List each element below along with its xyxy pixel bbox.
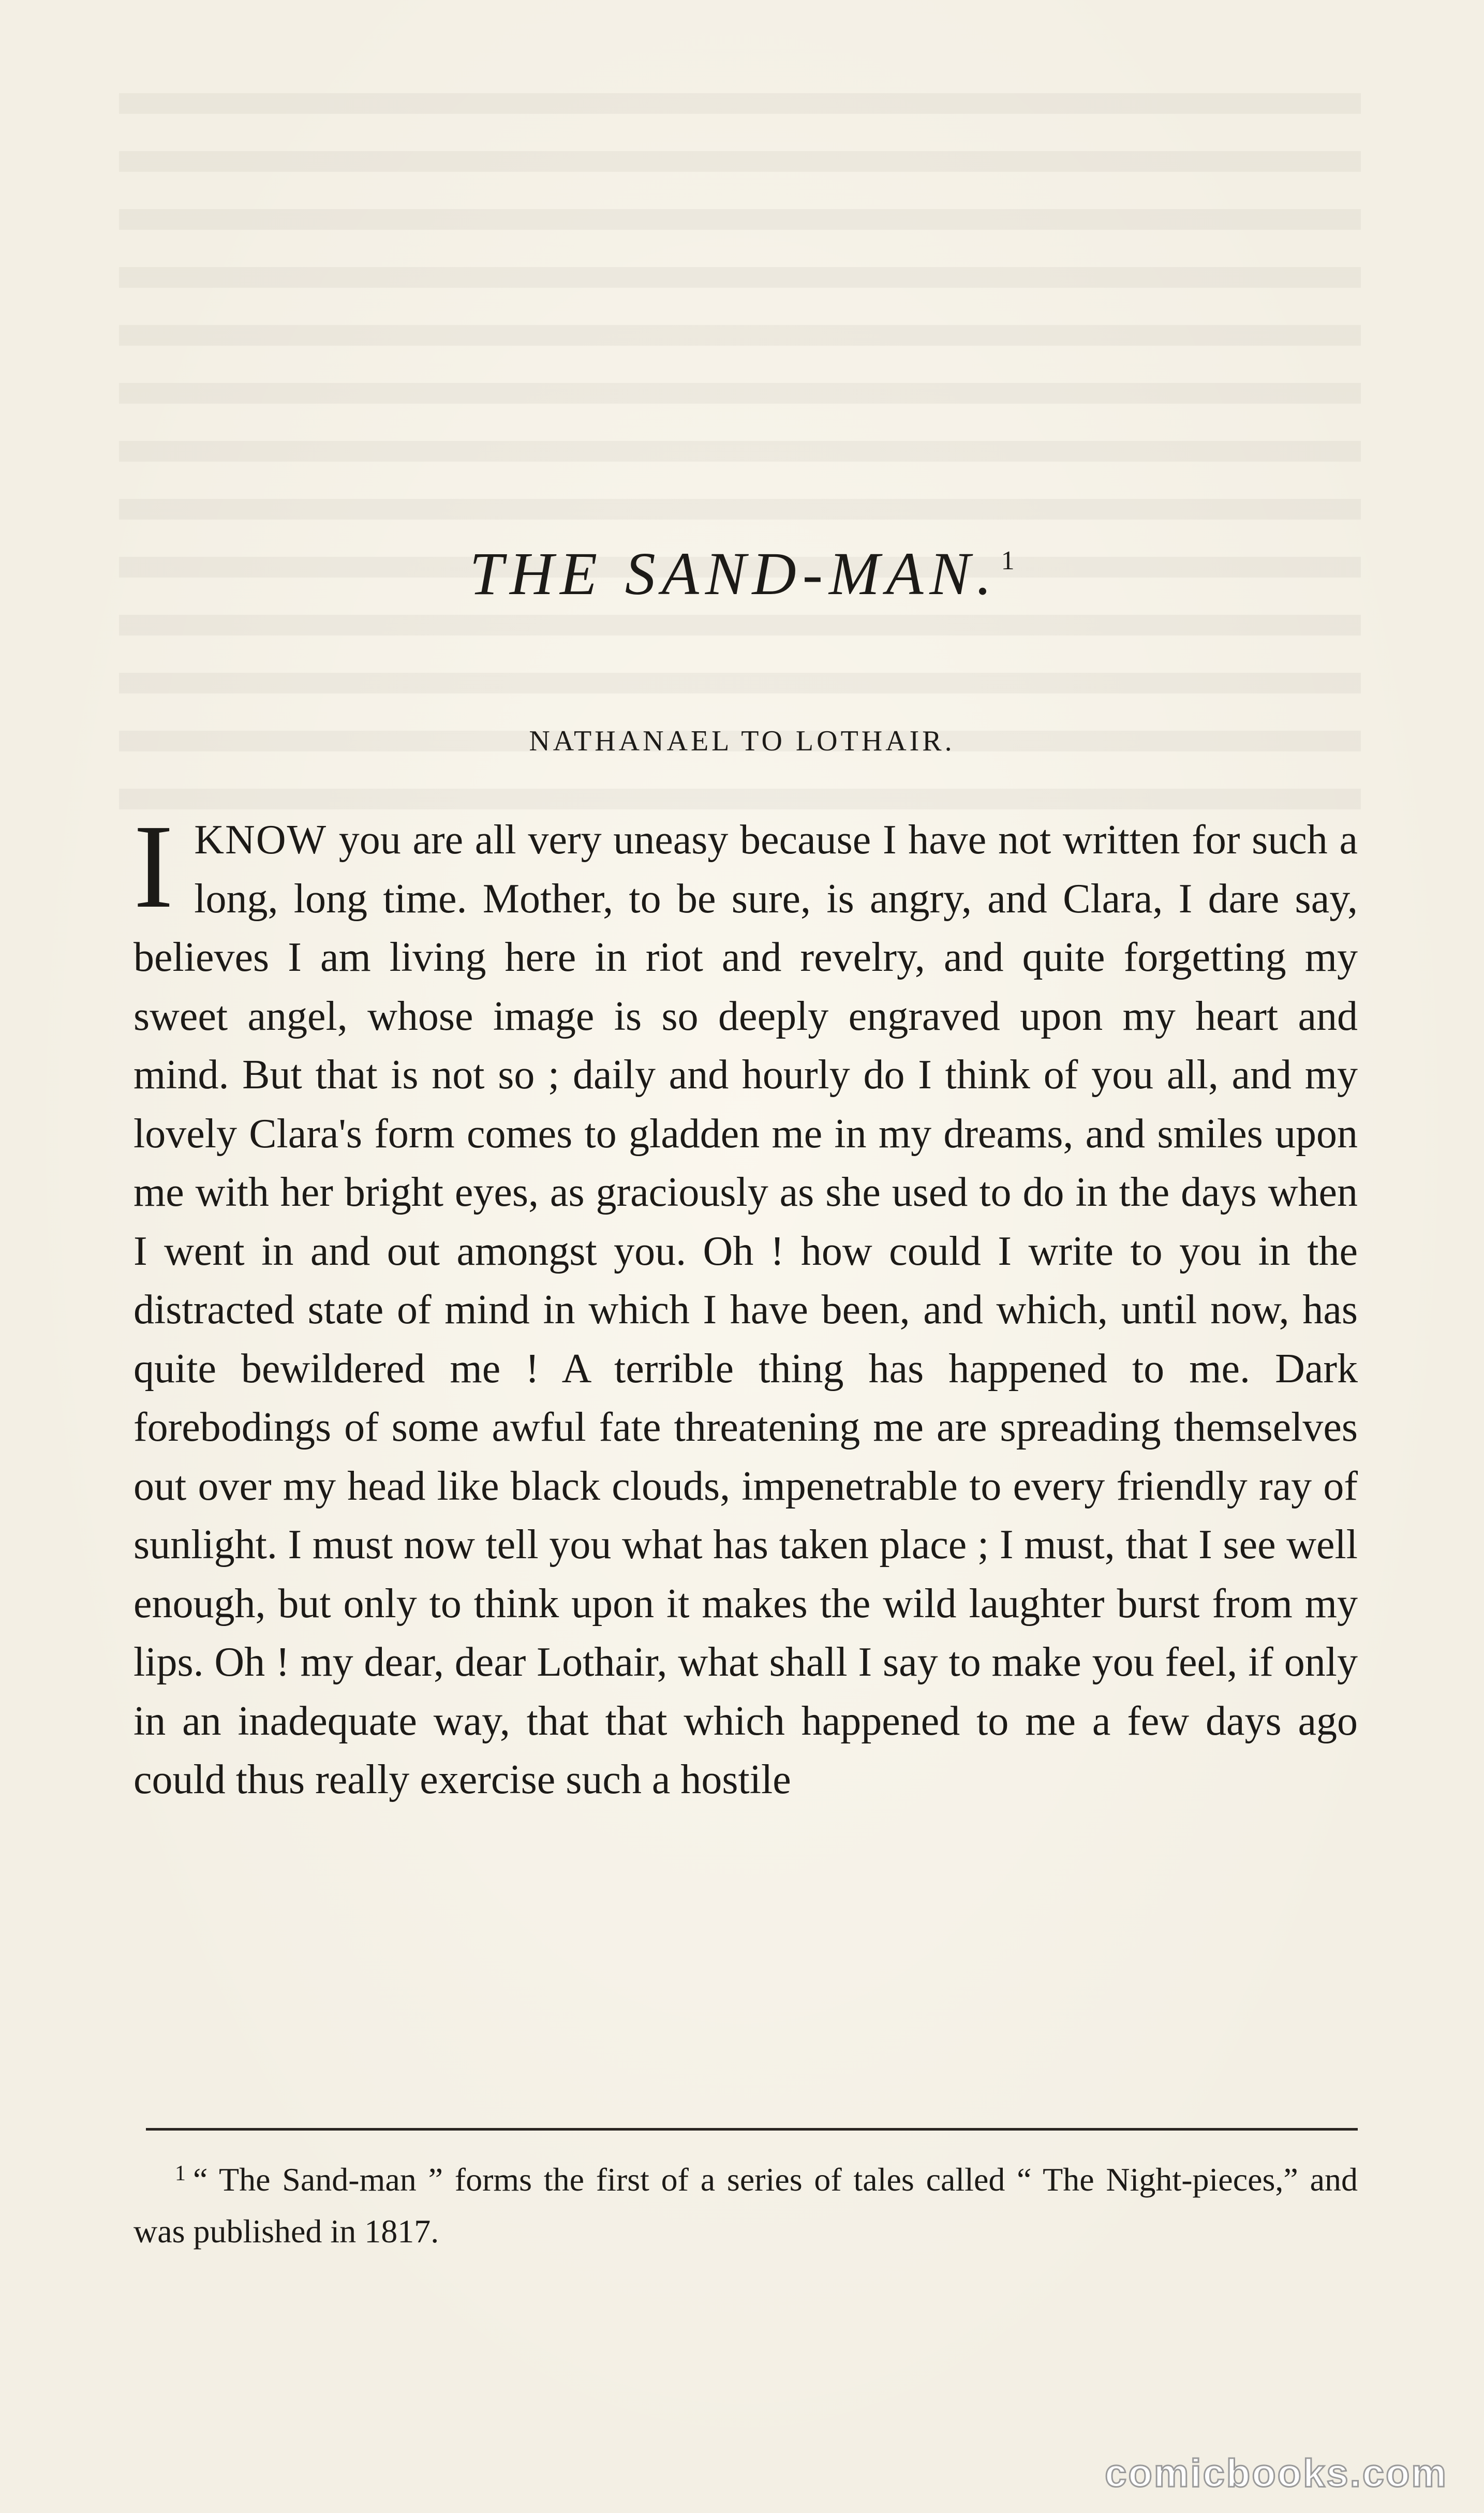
- chapter-title: [0, 540, 1484, 608]
- letter-heading: NATHANAEL TO LOTHAIR.: [529, 725, 955, 757]
- footnote: [133, 2148, 1358, 2257]
- watermark: comicbooks.com: [1105, 2451, 1448, 2495]
- body-text: [133, 800, 1358, 1810]
- first-word: KNOW: [194, 817, 328, 863]
- show-through-text: [119, 93, 1361, 818]
- footnote-text: “ The Sand-man ” forms the first of a series of tales called “ The Night-pieces,” and was published in 1817.: [133, 2161, 1358, 2250]
- body-paragraph: [133, 800, 1358, 1810]
- title-footnote-marker: 1: [1001, 546, 1015, 575]
- footnote-marker: 1: [175, 2162, 186, 2185]
- chapter-title-text: THE SAND-MAN.: [469, 540, 998, 608]
- drop-cap: I: [133, 800, 174, 933]
- paragraph-text: you are all very uneasy because I have not written for such a long, long time. Mother, to be sure, is angry, and Clara, I dare say, believes I am living here in riot and revelry, and quite forgetting my sweet angel, whose image is so deeply engraved upon my heart and mind. But that is not so ; daily and hourly do I think of you all, and my lovely Clara's form comes to gladden me in my dreams, and smiles upon me with her bright eyes, as graciously as she used to do in the days when I went in and out amongst you. Oh ! how could I write to you in the distracted state of mind in which I have been, and which, until now, has quite bewildered me ! A terrible thing has happened to me. Dark forebodings of some awful fate threatening me are spreading themselves out over my head like black clouds, impenetrable to every friendly ray of sunlight. I must now tell you what has taken place ; I must, that I see well enough, but only to think upon it makes the wild laughter burst from my lips. Oh ! my dear, dear Lothair, what shall I say to make you feel, if only in an inadequate way, that that which happened to me a few days ago could thus really exercise such a hostile: [133, 817, 1358, 1802]
- footnote-divider: [146, 2128, 1358, 2131]
